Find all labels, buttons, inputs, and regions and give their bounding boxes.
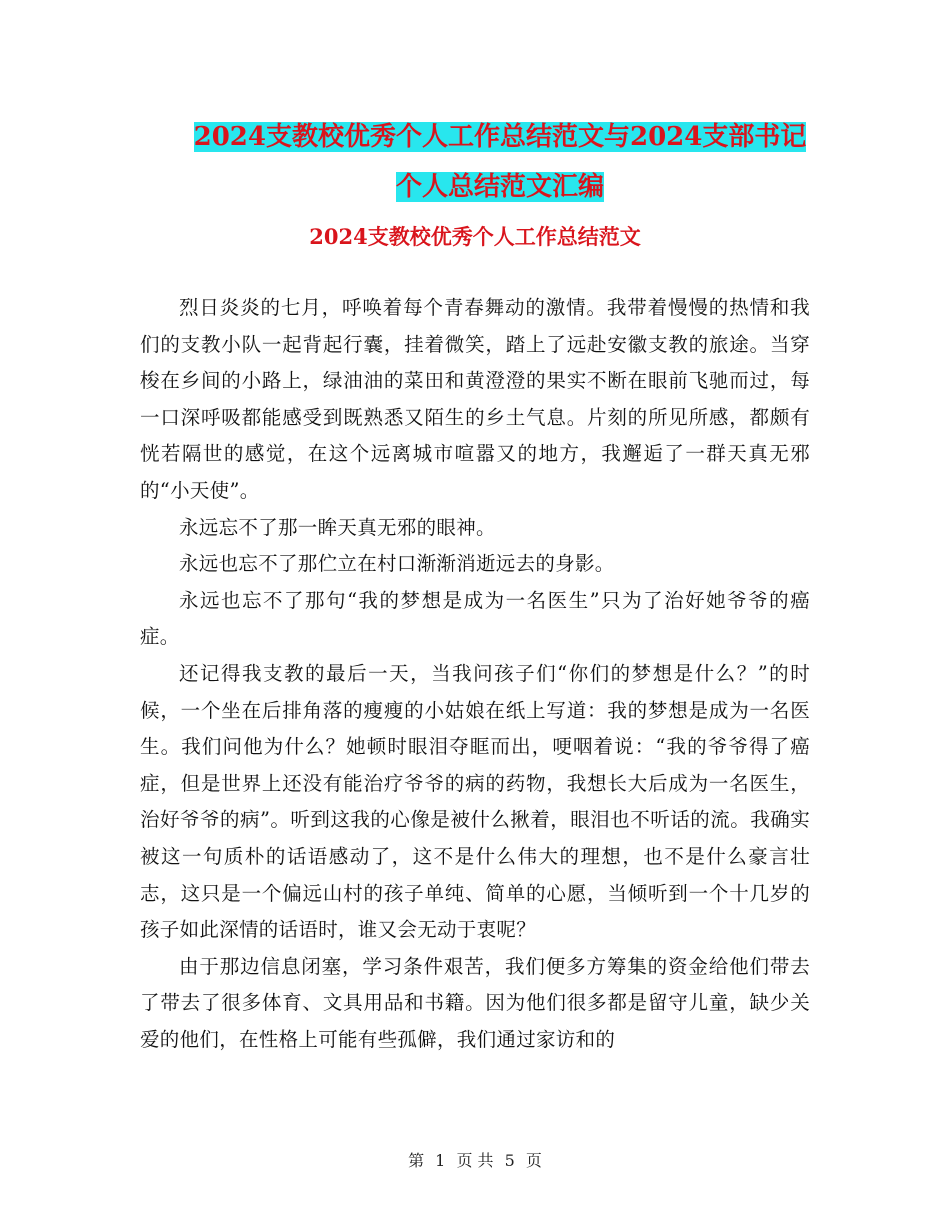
footer-page-number: 1 [435,1151,446,1170]
document-body [140,290,810,1058]
document-title [185,112,815,212]
footer-suffix: 页 [525,1151,542,1170]
paragraph: 永远忘不了那一眸天真无邪的眼神。 [179,515,496,539]
page-footer [0,1148,950,1171]
paragraph: 永远也忘不了那伫立在村口渐渐消逝远去的身影。 [179,552,615,576]
paragraph: 由于那边信息闭塞，学习条件艰苦，我们便多方筹集的资金给他们带去了带去了很多体育、文具用品和书籍。因为他们很多都是留守儿童，缺少关爱的他们，在性格上可能有些孤僻，我们通过家访和的 [140,954,810,1051]
paragraph: 永远也忘不了那句“我的梦想是成为一名医生”只为了治好她爷爷的癌症。 [140,588,810,649]
section-title: 2024支教校优秀个人工作总结范文 [309,224,641,249]
paragraph: 还记得我支教的最后一天，当我问孩子们“你们的梦想是什么？”的时候，一个坐在后排角落的瘦瘦的小姑娘在纸上写道：我的梦想是成为一名医生。我们问他为什么？她顿时眼泪夺眶而出，哽咽着说：“我的爷爷得了癌症，但是世界上还没有能治疗爷爷的病的药物，我想长大后成为一名医生，治好爷爷的病”。听到这我的心像是被什么揪着，眼泪也不听话的流。我确实被这一句质朴的话语感动了，这不是什么伟大的理想，也不是什么豪言壮志，这只是一个偏远山村的孩子单纯、简单的心愿，当倾听到一个十几岁的孩子如此深情的话语时，谁又会无动于衷呢？ [140,661,810,942]
document-title-text: 2024支教校优秀个人工作总结范文与2024支部书记个人总结范文汇编 [193,122,807,202]
paragraph: 烈日炎炎的七月，呼唤着每个青春舞动的激情。我带着慢慢的热情和我们的支教小队一起背起行囊，挂着微笑，踏上了远赴安徽支教的旅途。当穿梭在乡间的小路上，绿油油的菜田和黄澄澄的果实不断在眼前飞驰而过，每一口深呼吸都能感受到既熟悉又陌生的乡土气息。片刻的所见所感，都颇有恍若隔世的感觉，在这个远离城市喧嚣又的地方，我邂逅了一群天真无邪的“小天使”。 [140,296,810,502]
footer-middle: 页 共 [456,1151,494,1170]
footer-prefix: 第 [408,1151,425,1170]
footer-total-pages: 5 [504,1151,515,1170]
